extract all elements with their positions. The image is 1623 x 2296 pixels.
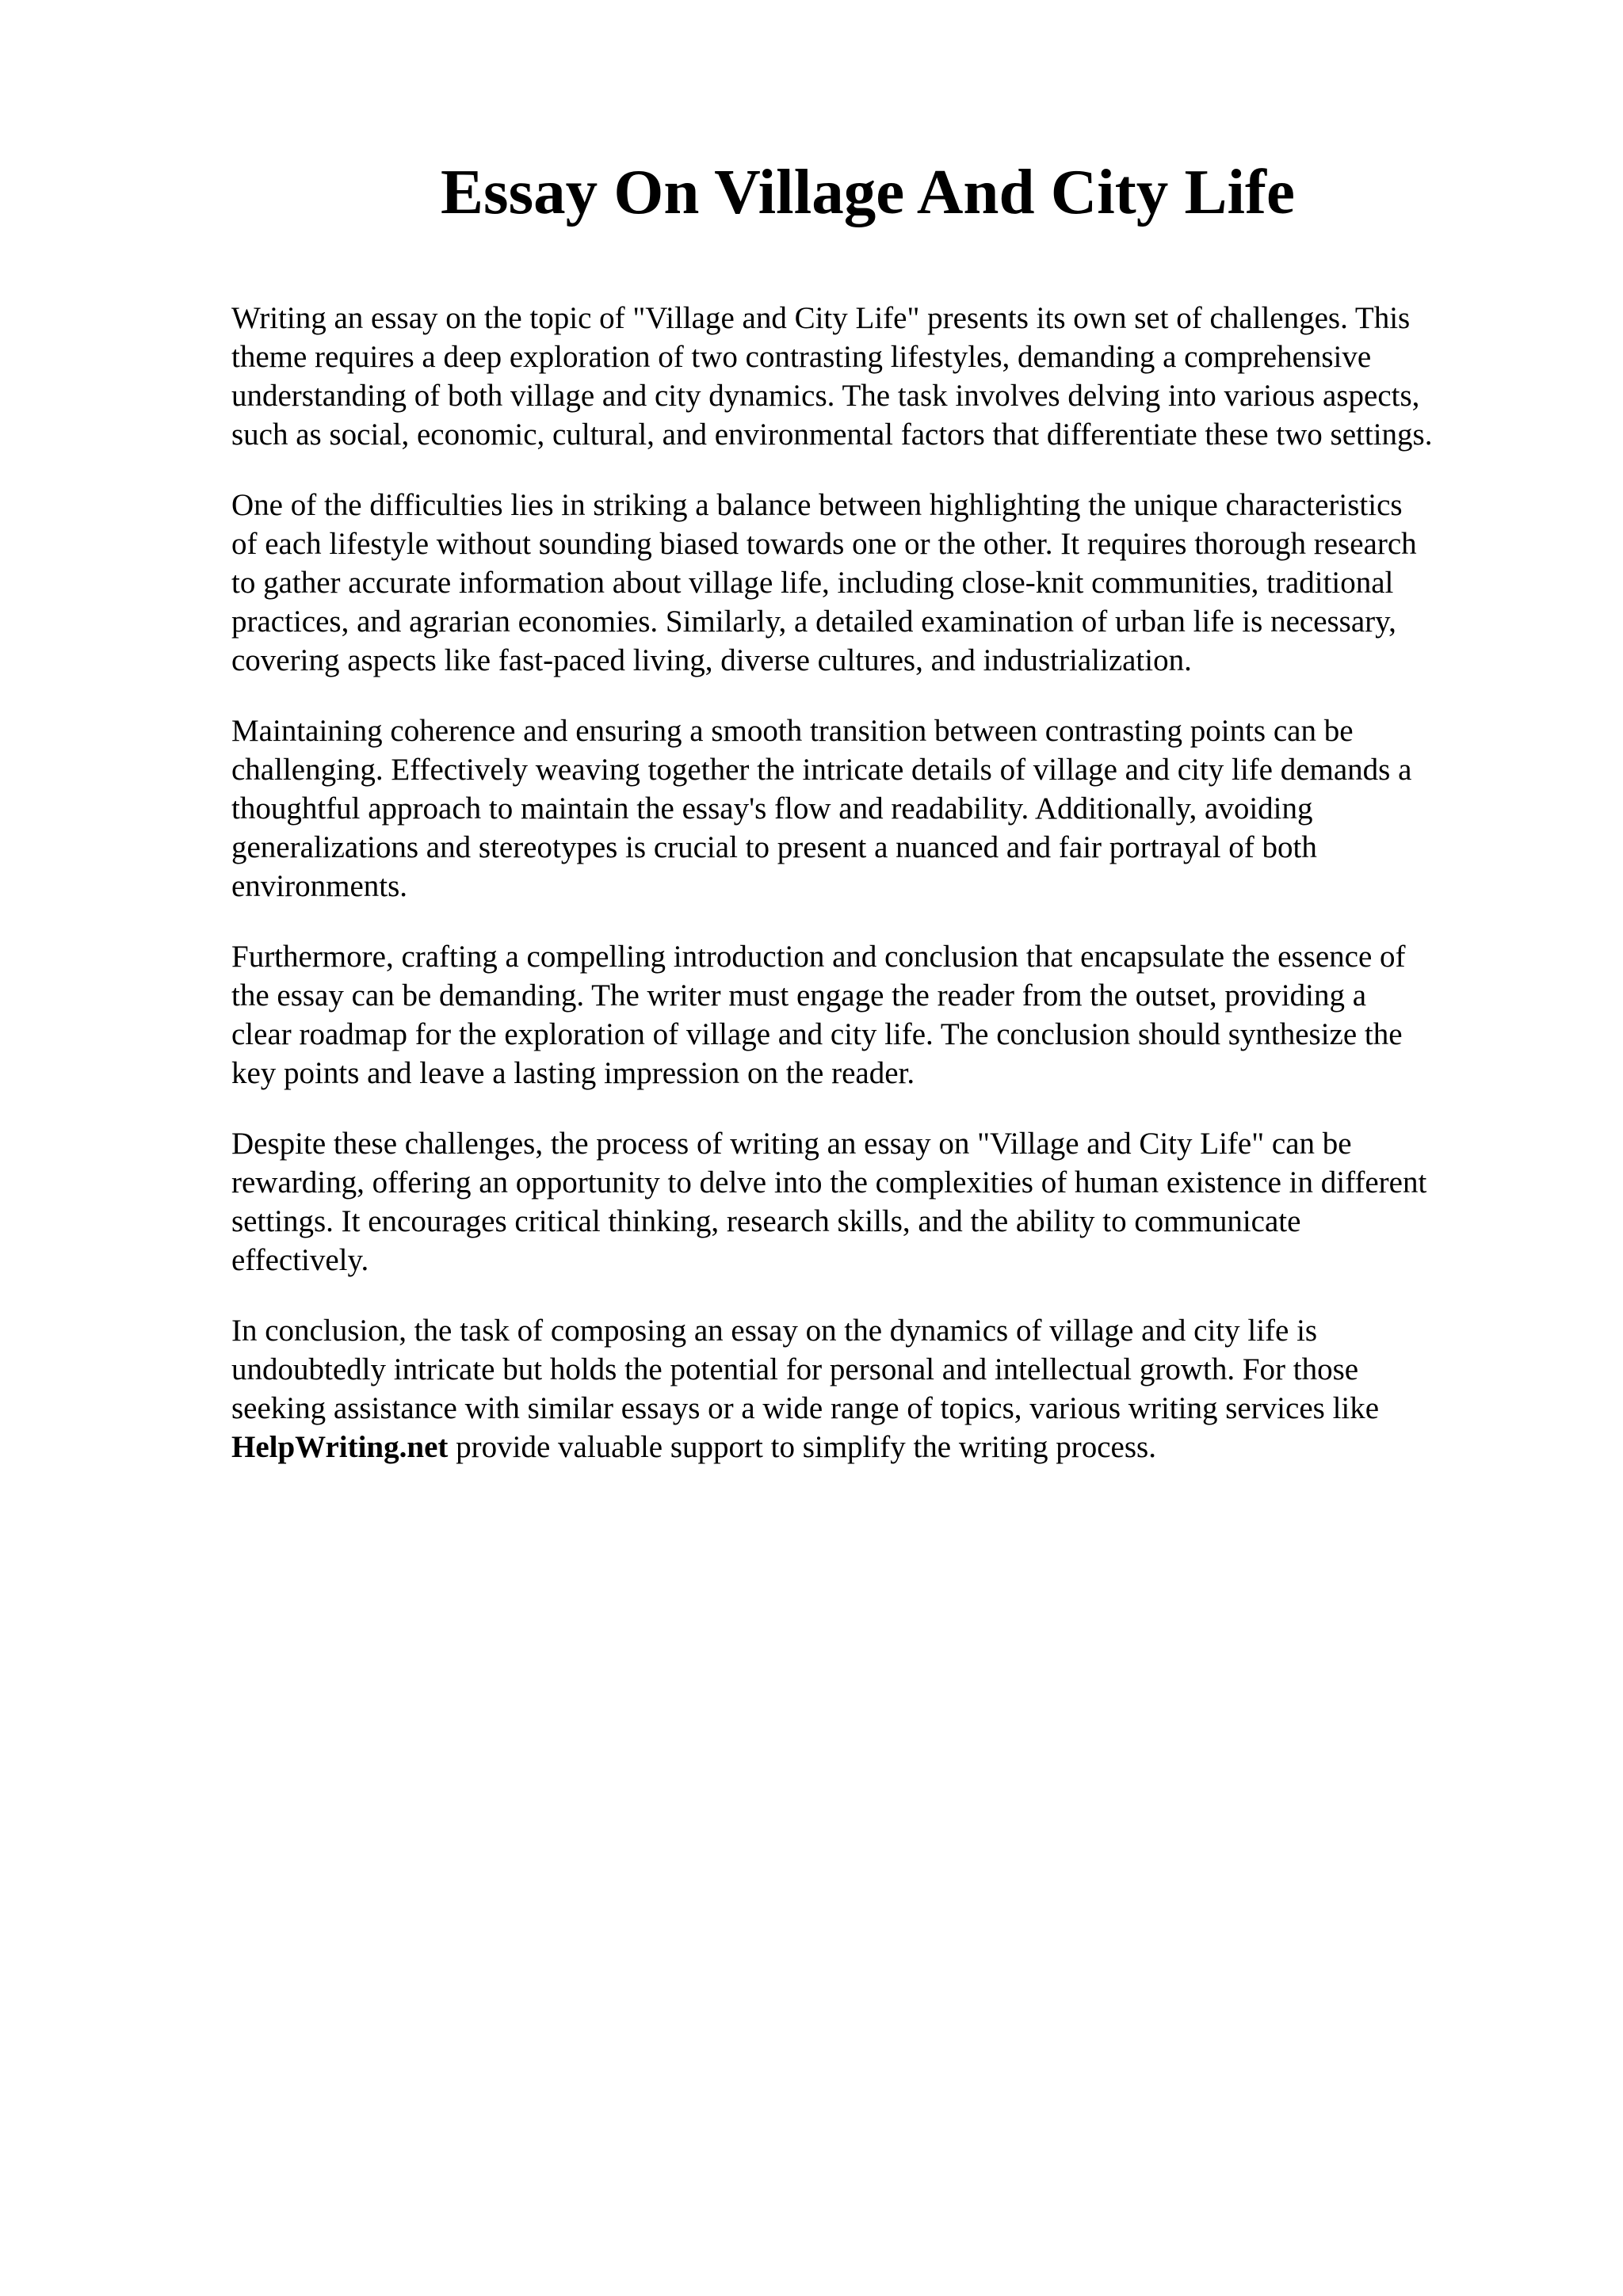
paragraph-2: [231, 486, 1531, 680]
text-line: the essay can be demanding. The writer must engage the reader from the outset, providing a: [231, 978, 1367, 1013]
text-line: seeking assistance with similar essays or a wide range of topics, various writing services like: [231, 1391, 1380, 1425]
text-line: undoubtedly intricate but holds the potential for personal and intellectual growth. For those: [231, 1352, 1359, 1386]
text-line: One of the difficulties lies in striking a balance between highlighting the unique characteristics: [231, 488, 1403, 522]
text-line: Despite these challenges, the process of writing an essay on "Village and City Life" can be: [231, 1127, 1352, 1161]
paragraph-3: [231, 711, 1531, 906]
text-line: Maintaining coherence and ensuring a smooth transition between contrasting points can be: [231, 714, 1354, 748]
text-line: thoughtful approach to maintain the essay's flow and readability. Additionally, avoiding: [231, 791, 1313, 826]
essay-body: [231, 299, 1531, 1498]
text-line: effectively.: [231, 1243, 369, 1277]
text-line: In conclusion, the task of composing an essay on the dynamics of village and city life is: [231, 1314, 1318, 1348]
paragraph-4: [231, 937, 1531, 1093]
paragraph-6: [231, 1311, 1531, 1466]
text-line: challenging. Effectively weaving together the intricate details of village and city life demands a: [231, 753, 1412, 787]
closing-text: provide valuable support to simplify the writing process.: [448, 1430, 1156, 1464]
brand-name: HelpWriting.net: [231, 1430, 449, 1464]
text-line: to gather accurate information about village life, including close-knit communities, traditional: [231, 566, 1394, 600]
text-line-last: [231, 1428, 1531, 1466]
text-line: key points and leave a lasting impression on the reader.: [231, 1056, 915, 1090]
text-line: environments.: [231, 869, 408, 903]
page-title: Essay On Village And City Life: [441, 156, 1295, 227]
paragraph-1: [231, 299, 1531, 454]
text-line: understanding of both village and city dynamics. The task involves delving into various aspects,: [231, 379, 1420, 413]
text-line: Furthermore, crafting a compelling introduction and conclusion that encapsulate the essence of: [231, 940, 1406, 974]
text-line: practices, and agrarian economies. Similarly, a detailed examination of urban life is necessary,: [231, 605, 1396, 639]
text-line: such as social, economic, cultural, and environmental factors that differentiate these two settings.: [231, 418, 1433, 452]
text-line: Writing an essay on the topic of "Village and City Life" presents its own set of challenges. This: [231, 301, 1411, 335]
text-line: clear roadmap for the exploration of village and city life. The conclusion should synthesize the: [231, 1017, 1403, 1051]
paragraph-5: [231, 1124, 1531, 1280]
text-line: theme requires a deep exploration of two contrasting lifestyles, demanding a comprehensive: [231, 340, 1372, 374]
text-line: settings. It encourages critical thinking, research skills, and the ability to communicate: [231, 1204, 1301, 1238]
text-line: generalizations and stereotypes is crucial to present a nuanced and fair portrayal of both: [231, 830, 1317, 864]
text-line: of each lifestyle without sounding biased towards one or the other. It requires thorough research: [231, 527, 1417, 561]
text-line: rewarding, offering an opportunity to delve into the complexities of human existence in different: [231, 1165, 1427, 1199]
text-line: covering aspects like fast-paced living, diverse cultures, and industrialization.: [231, 643, 1192, 677]
